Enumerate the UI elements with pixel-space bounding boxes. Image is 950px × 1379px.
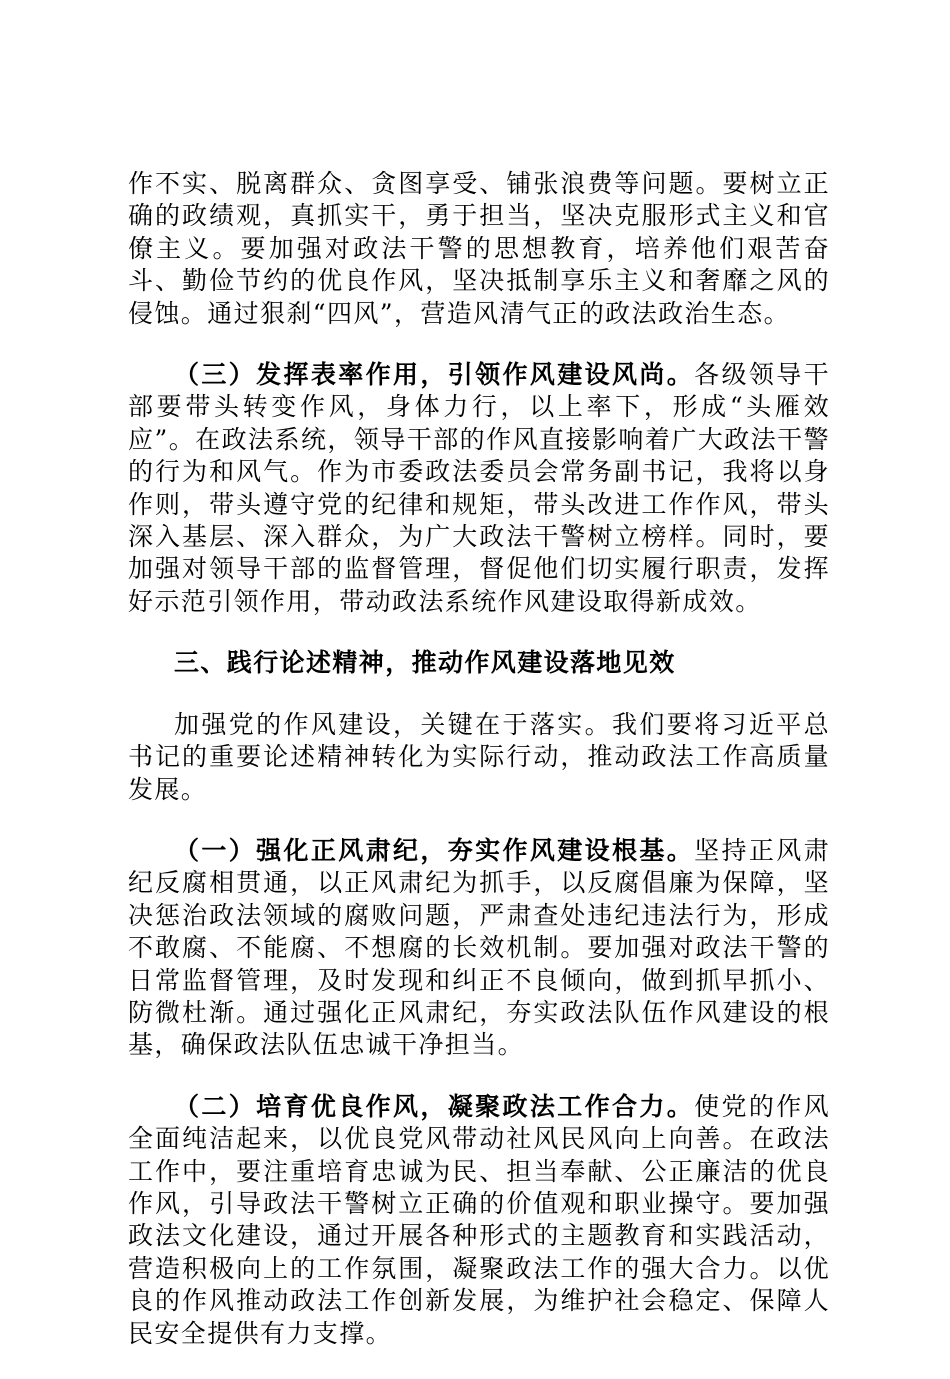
paragraph-subsection-2 <box>128 1091 830 1350</box>
paragraph-continuation <box>128 168 830 330</box>
paragraph-subsection-1 <box>128 835 830 1062</box>
subsection-lead-3: （三）发挥表率作用，引领作风建设风尚。 <box>174 360 695 390</box>
subsection-lead-2: （二）培育优良作风，凝聚政法工作合力。 <box>174 1091 695 1121</box>
paragraph-body <box>128 709 830 806</box>
subsection-lead-1: （一）强化正风肃纪，夯实作风建设根基。 <box>174 835 695 865</box>
paragraph-subsection-3 <box>128 359 830 618</box>
section-heading-3: 三、践行论述精神，推动作风建设落地见效 <box>174 648 676 678</box>
paragraph-text: 坚持正风肃纪反腐相贯通，以正风肃纪为抓手，以反腐倡廉为保障，坚决惩治政法领域的腐败问题，严肃查处违纪违法行为，形成不敢腐、不能腐、不想腐的长效机制。要加强对政法干警的日常监督管理，及时发现和纠正不良倾向，做到抓早抓小、防微杜渐。通过强化正风肃纪，夯实政法队伍作风建设的根基，确保政法队伍忠诚干净担当。 <box>128 835 830 1060</box>
paragraph-text: 各级领导干部要带头转变作风，身体力行，以上率下，形成“头雁效应”。在政法系统，领导干部的作风直接影响着广大政法干警的行为和风气。作为市委政法委员会常务副书记，我将以身作则，带头遵守党的纪律和规矩，带头改进工作作风，带头深入基层、深入群众，为广大政法干警树立榜样。同时，要加强对领导干部的监督管理，督促他们切实履行职责，发挥好示范引领作用，带动政法系统作风建设取得新成效。 <box>128 360 830 616</box>
paragraph-text: 加强党的作风建设，关键在于落实。我们要将习近平总书记的重要论述精神转化为实际行动，推动政法工作高质量发展。 <box>128 709 830 804</box>
document-body <box>128 168 830 1379</box>
paragraph-text: 作不实、脱离群众、贪图享受、铺张浪费等问题。要树立正确的政绩观，真抓实干，勇于担当，坚决克服形式主义和官僚主义。要加强对政法干警的思想教育，培养他们艰苦奋斗、勤俭节约的优良作风，坚决抵制享乐主义和奢靡之风的侵蚀。通过狠刹“四风”，营造风清气正的政法政治生态。 <box>128 169 830 328</box>
paragraph-text: 使党的作风全面纯洁起来，以优良党风带动社风民风向上向善。在政法工作中，要注重培育忠诚为民、担当奉献、公正廉洁的优良作风，引导政法干警树立正确的价值观和职业操守。要加强政法文化建设，通过开展各种形式的主题教育和实践活动，营造积极向上的工作氛围，凝聚政法工作的强大合力。以优良的作风推动政法工作创新发展，为维护社会稳定、保障人民安全提供有力支撑。 <box>128 1091 830 1348</box>
